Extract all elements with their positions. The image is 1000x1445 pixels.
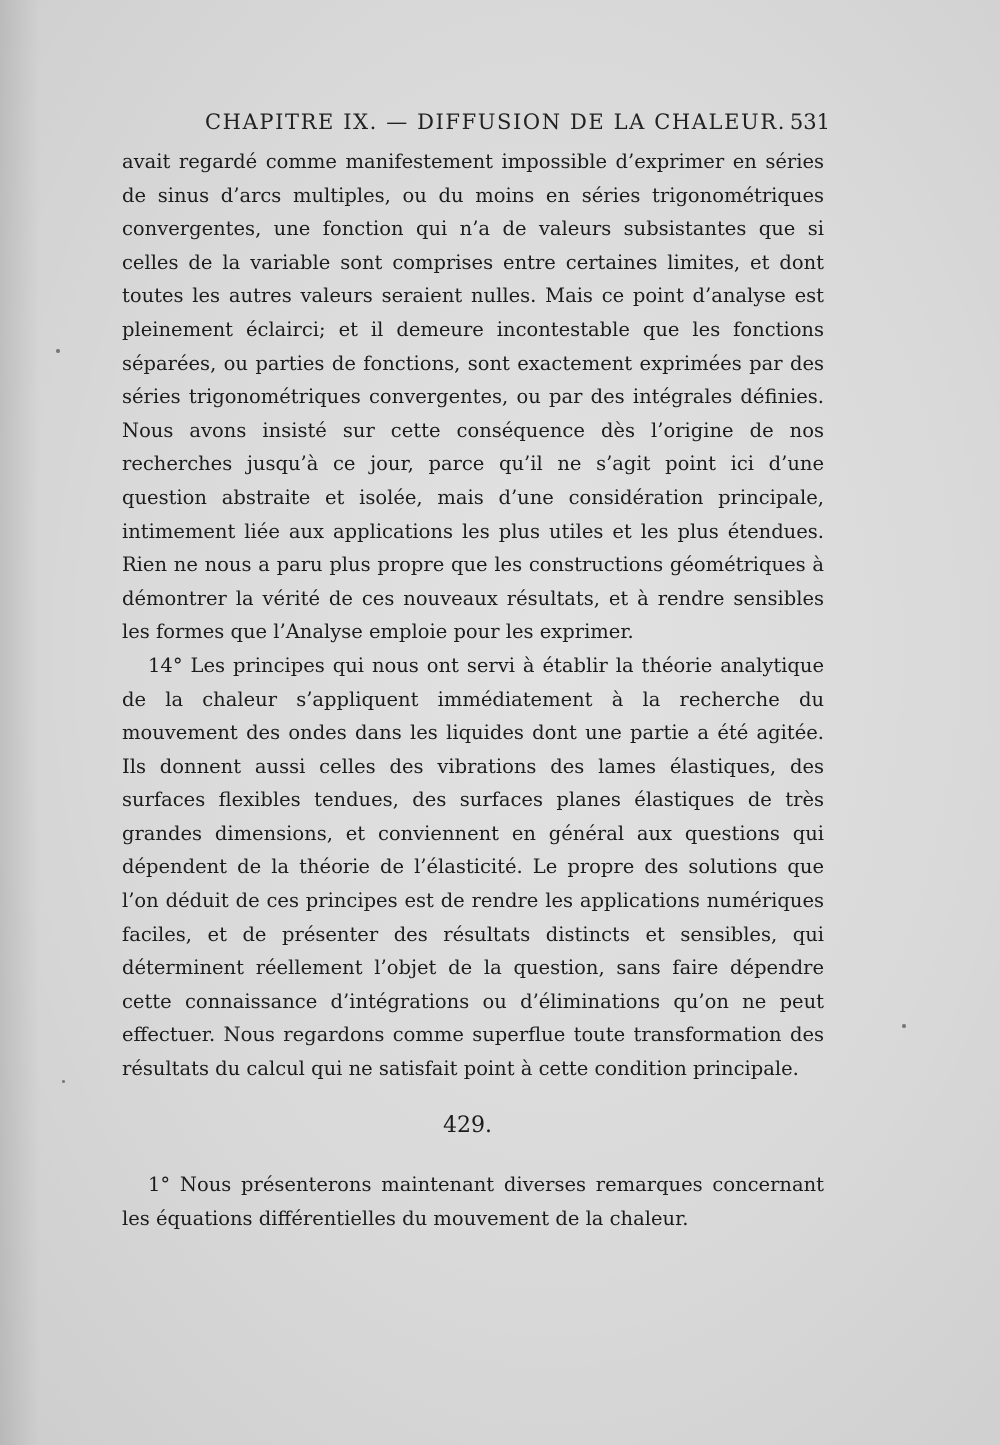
section-text: [122, 1168, 824, 1235]
paper-speck: [56, 349, 60, 353]
paragraph-section-1: 1° Nous présenterons maintenant diverses remarques concernant les équations différentielles du mouvement de la chaleur.: [122, 1173, 824, 1230]
chapter-title: CHAPITRE IX. — DIFFUSION DE LA CHALEUR.: [205, 110, 787, 134]
paragraph-continuation: avait regardé comme manifestement impossible d’exprimer en séries de sinus d’arcs multiples, ou du moins en séries trigonométriques convergentes, une fonction qui n’a de valeurs subsistantes que si celles de la variable sont comprises entre certaines limites, et dont toutes les autres valeurs seraient nulles. Mais ce point d’analyse est pleinement éclairci; et il demeure incontestable que les fonctions séparées, ou parties de fonctions, sont exactement exprimées par des séries trigonométriques convergentes, ou par des intégrales définies. Nous avons insisté sur cette conséquence dès l’origine de nos recherches jusqu’à ce jour, parce qu’il ne s’agit point ici d’une question abstraite et isolée, mais d’une considération principale, intimement liée aux applications les plus utiles et les plus étendues. Rien ne nous a paru plus propre que les constructions géométriques à démontrer la vérité de ces nouveaux résultats, et à rendre sensibles les formes que l’Analyse emploie pour les exprimer.: [122, 150, 824, 644]
paragraph-14: 14° Les principes qui nous ont servi à établir la théorie analytique de la chaleur s’appliquent immédiatement à la recherche du mouvement des ondes dans les liquides dont une partie a été agitée. Ils donnent aussi celles des vibrations des lames élastiques, des surfaces flexibles tendues, des surfaces planes élastiques de très grandes dimensions, et conviennent en général aux questions qui dépendent de la théorie de l’élasticité. Le propre des solutions que l’on déduit de ces principes est de rendre les applications numériques faciles, et de présenter des résultats distincts et sensibles, qui déterminent réellement l’objet de la question, sans faire dépendre cette connaissance d’intégrations ou d’éliminations qu’on ne peut effectuer. Nous regardons comme superflue toute transformation des résultats du calcul qui ne satisfait point à cette condition principale.: [122, 653, 824, 1081]
main-text: [122, 145, 824, 1086]
running-header: [205, 110, 830, 144]
paper-speck: [902, 1024, 906, 1028]
paper-speck: [62, 1080, 65, 1083]
page-number: 531: [789, 110, 830, 134]
section-number: 429.: [443, 1113, 492, 1138]
